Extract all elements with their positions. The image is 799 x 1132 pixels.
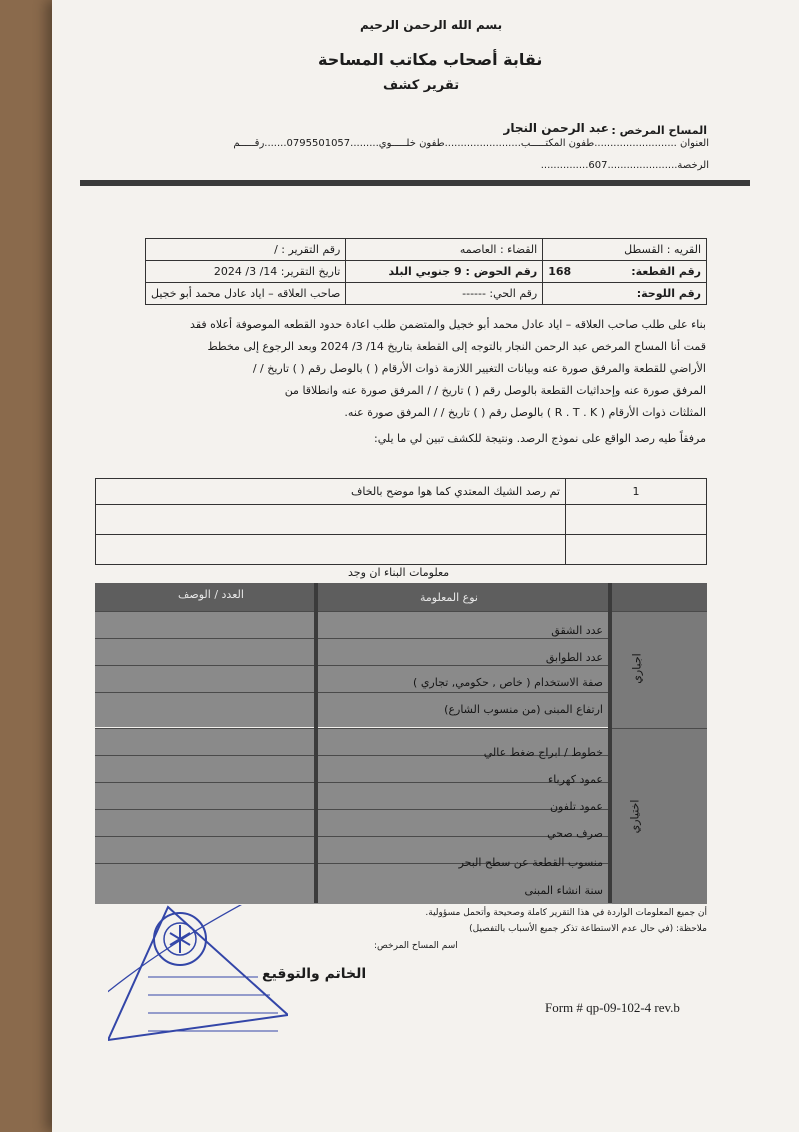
- basmala: بسم الله الرحمن الرحيم: [360, 18, 503, 32]
- surveyor-license: الرخصة......................607...............: [540, 160, 709, 171]
- report-no-cell: رقم التقرير : /: [146, 239, 346, 261]
- mandatory-label: اجباري: [630, 653, 644, 684]
- table-row: [95, 611, 612, 639]
- hay-cell: رقم الحي: ------: [346, 283, 543, 305]
- optional-label: اختياري: [628, 799, 642, 834]
- table-row: [95, 809, 612, 837]
- building-field: عدد الشقق: [551, 624, 603, 637]
- col-desc-header: العدد / الوصف: [178, 588, 244, 601]
- body-line: قمت أنا المساح المرخص عبد الرحمن النجار بالتوجه إلى القطعة بتاريخ 14/ 3/ 2024 وبعد الرجوع إلى مخطط: [207, 340, 706, 353]
- body-line: المرفق صورة عنه وإحداثيات القطعة بالوصل رقم ( ) تاريخ / / المرفق صورة عنه وانطلاقا من: [284, 384, 706, 397]
- building-field: سنة انشاء المبنى: [524, 884, 603, 897]
- surveyor-name: عبد الرحمن النجار: [503, 121, 609, 135]
- note-text: ملاحظة: (في حال عدم الاستطاعة تذكر جميع الأسباب بالتفصيل): [469, 924, 707, 934]
- sheet-cell: رقم اللوحة:: [543, 283, 707, 305]
- declaration-text: أن جميع المعلومات الواردة في هذا التقرير كاملة وصحيحة وأتحمل مسؤولية.: [425, 908, 707, 918]
- column-divider: [314, 583, 318, 903]
- body-line: بناء على طلب صاحب العلاقه – اياد عادل محمد أبو خجيل والمتضمن طلب اعادة حدود القطعه الموصوفة أعلاه فقد: [190, 318, 706, 331]
- plot-number: 168: [548, 265, 572, 278]
- col-info-header: نوع المعلومة: [420, 591, 478, 604]
- form-code: Form # qp-09-102-4 rev.b: [545, 1000, 680, 1015]
- body-line: مرفقاً طيه رصد الواقع على نموذج الرصد. ونتيجة للكشف تبين لي ما يلي:: [373, 432, 706, 445]
- body-line: الأراضي للقطعة والمرفق صورة عنه وبيانات التغيير اللازمة ذوات الأرقام ( ) بالوصل رقم ( ) تاريخ / /: [252, 362, 706, 375]
- building-field: خطوط / ابراج ضغط عالي: [483, 746, 603, 759]
- building-field: عمود تلفون: [549, 800, 603, 813]
- building-field: صفة الاستخدام ( خاص , حكومي, تجاري ): [413, 676, 603, 689]
- building-field: ارتفاع المبنى (من منسوب الشارع): [444, 703, 603, 716]
- mandatory-group: [612, 611, 707, 728]
- plot-info-table: [145, 238, 707, 305]
- plot-cell: رقم القطعة:168: [543, 261, 707, 283]
- org-title: نقابة أصحاب مكاتب المساحة: [318, 50, 543, 69]
- finding-number: [566, 535, 707, 565]
- surveyor-address: العنوان ..........................طفون المكتـــــب........................طفون خلـــــوي.........0795501057.......رقـــــم: [233, 138, 709, 149]
- findings-table: [95, 478, 707, 565]
- optional-group: [612, 728, 707, 904]
- building-field: منسوب القطعة عن سطح البحر: [458, 856, 603, 869]
- header-divider: [80, 180, 750, 186]
- column-divider: [608, 583, 612, 903]
- body-line: المثلثات ذوات الأرقام ( R . T . K ) بالوصل رقم ( ) تاريخ / / المرفق صورة عنه.: [344, 406, 706, 419]
- report-title: تقرير كشف: [383, 78, 460, 93]
- building-field: عمود كهرباء: [548, 773, 603, 786]
- village-cell: القريه : القسطل: [543, 239, 707, 261]
- table-row: [95, 782, 612, 810]
- table-row: [95, 755, 612, 783]
- finding-text: [96, 535, 566, 565]
- finding-number: [566, 505, 707, 535]
- finding-number: 1: [566, 479, 707, 505]
- finding-text: تم رصد الشيك المعتدي كما هوا موضح بالخاف: [96, 479, 566, 505]
- surveyor-label: المساح المرخص :: [611, 124, 707, 137]
- surveyor-name-label: اسم المساح المرخص:: [374, 941, 458, 951]
- report-date-cell: تاريخ التقرير: 14/ 3/ 2024: [146, 261, 346, 283]
- finding-text: [96, 505, 566, 535]
- official-stamp: [108, 905, 288, 1045]
- building-field: عدد الطوابق: [545, 651, 603, 664]
- table-row: [95, 638, 612, 666]
- building-field: صرف صحي: [547, 827, 603, 840]
- owner-cell: صاحب العلاقه – اياد عادل محمد أبو خجيل: [146, 283, 346, 305]
- building-title: معلومات البناء ان وجد: [348, 566, 450, 579]
- stamp-signature-label: الخاتم والتوقيع: [262, 966, 367, 982]
- basin-cell: رقم الحوض : 9 جنوبي البلد: [346, 261, 543, 283]
- district-cell: القضاء : العاصمه: [346, 239, 543, 261]
